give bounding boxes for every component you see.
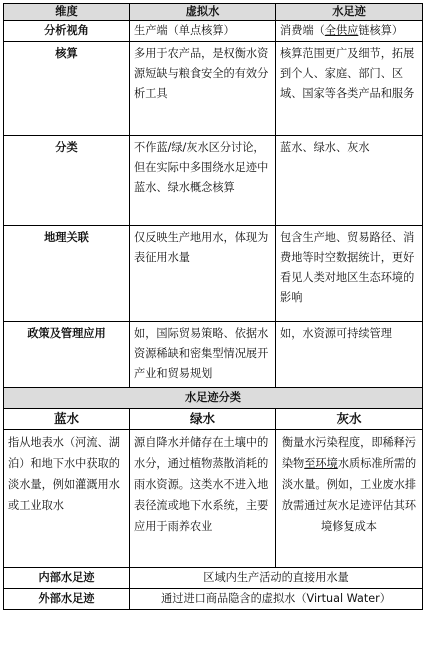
footer-value: 区域内生产活动的直接用水量 [130, 568, 423, 589]
water-footprint-cell: 核算范围更广及细节，拓展到个人、家庭、部门、区域、国家等各类产品和服务 [276, 42, 423, 136]
section-title: 水足迹分类 [4, 388, 423, 409]
table-row [4, 226, 423, 322]
underlined-text: 全供应 [324, 24, 359, 37]
water-footprint-cell: 包含生产地、贸易路径、消费地等时空数据统计，更好看见人类对地区生态环境的影响 [276, 226, 423, 322]
comparison-table [3, 3, 423, 610]
footer-label: 内部水足迹 [4, 568, 130, 589]
row-label: 政策及管理应用 [4, 322, 130, 388]
row-label: 核算 [4, 42, 130, 136]
classification-header-row [4, 409, 423, 430]
header-water-footprint: 水足迹 [276, 4, 423, 21]
virtual-water-cell: 仅反映生产地用水，体现为表征用水量 [130, 226, 276, 322]
water-footprint-cell: 蓝水、绿水、灰水 [276, 136, 423, 226]
text-segment: 消费端（ [280, 24, 325, 37]
blue-water-cell: 指从地表水（河流、湖泊）和地下水中获取的淡水量，例如灌溉用水或工业取水 [4, 430, 130, 568]
grey-water-header: 灰水 [276, 409, 423, 430]
virtual-water-cell: 不作蓝/绿/灰水区分讨论，但在实际中多围绕水足迹中蓝水、绿水概念核算 [130, 136, 276, 226]
water-footprint-cell: 如，水资源可持续管理 [276, 322, 423, 388]
row-label: 分析视角 [4, 21, 130, 42]
green-water-cell: 源自降水并储存在土壤中的水分，通过植物蒸散消耗的雨水资源。这类水不进入地表径流或地下水系统，主要应用于雨养农业 [130, 430, 276, 568]
header-row [4, 4, 423, 21]
text-segment: 链核算） [358, 24, 404, 37]
footer-label: 外部水足迹 [4, 589, 130, 610]
text-segment: 衡量水污染程度，即稀释污染物 [281, 436, 417, 470]
header-dimension: 维度 [4, 4, 130, 21]
text-segment: 水质标准所需的淡水量。例如，工业废水排放需通过灰水足迹评估其环境修复成本 [281, 457, 417, 533]
table-row [4, 21, 423, 42]
footer-row [4, 568, 423, 589]
green-water-header: 绿水 [130, 409, 276, 430]
table-row [4, 136, 423, 226]
virtual-water-cell: 如，国际贸易策略、依据水资源稀缺和密集型情况展开产业和贸易规划 [130, 322, 276, 388]
table-row [4, 42, 423, 136]
virtual-water-cell: 生产端（单点核算） [130, 21, 276, 42]
footer-value: 通过进口商品隐含的虚拟水（Virtual Water） [130, 589, 423, 610]
blue-water-header: 蓝水 [4, 409, 130, 430]
header-virtual-water: 虚拟水 [130, 4, 276, 21]
footer-row [4, 589, 423, 610]
table-row [4, 322, 423, 388]
grey-water-cell [276, 430, 423, 568]
underlined-text: 至环境 [304, 457, 338, 470]
row-label: 地理关联 [4, 226, 130, 322]
section-row [4, 388, 423, 409]
water-footprint-cell [276, 21, 423, 42]
row-label: 分类 [4, 136, 130, 226]
classification-row [4, 430, 423, 568]
virtual-water-cell: 多用于农产品，是权衡水资源短缺与粮食安全的有效分析工具 [130, 42, 276, 136]
